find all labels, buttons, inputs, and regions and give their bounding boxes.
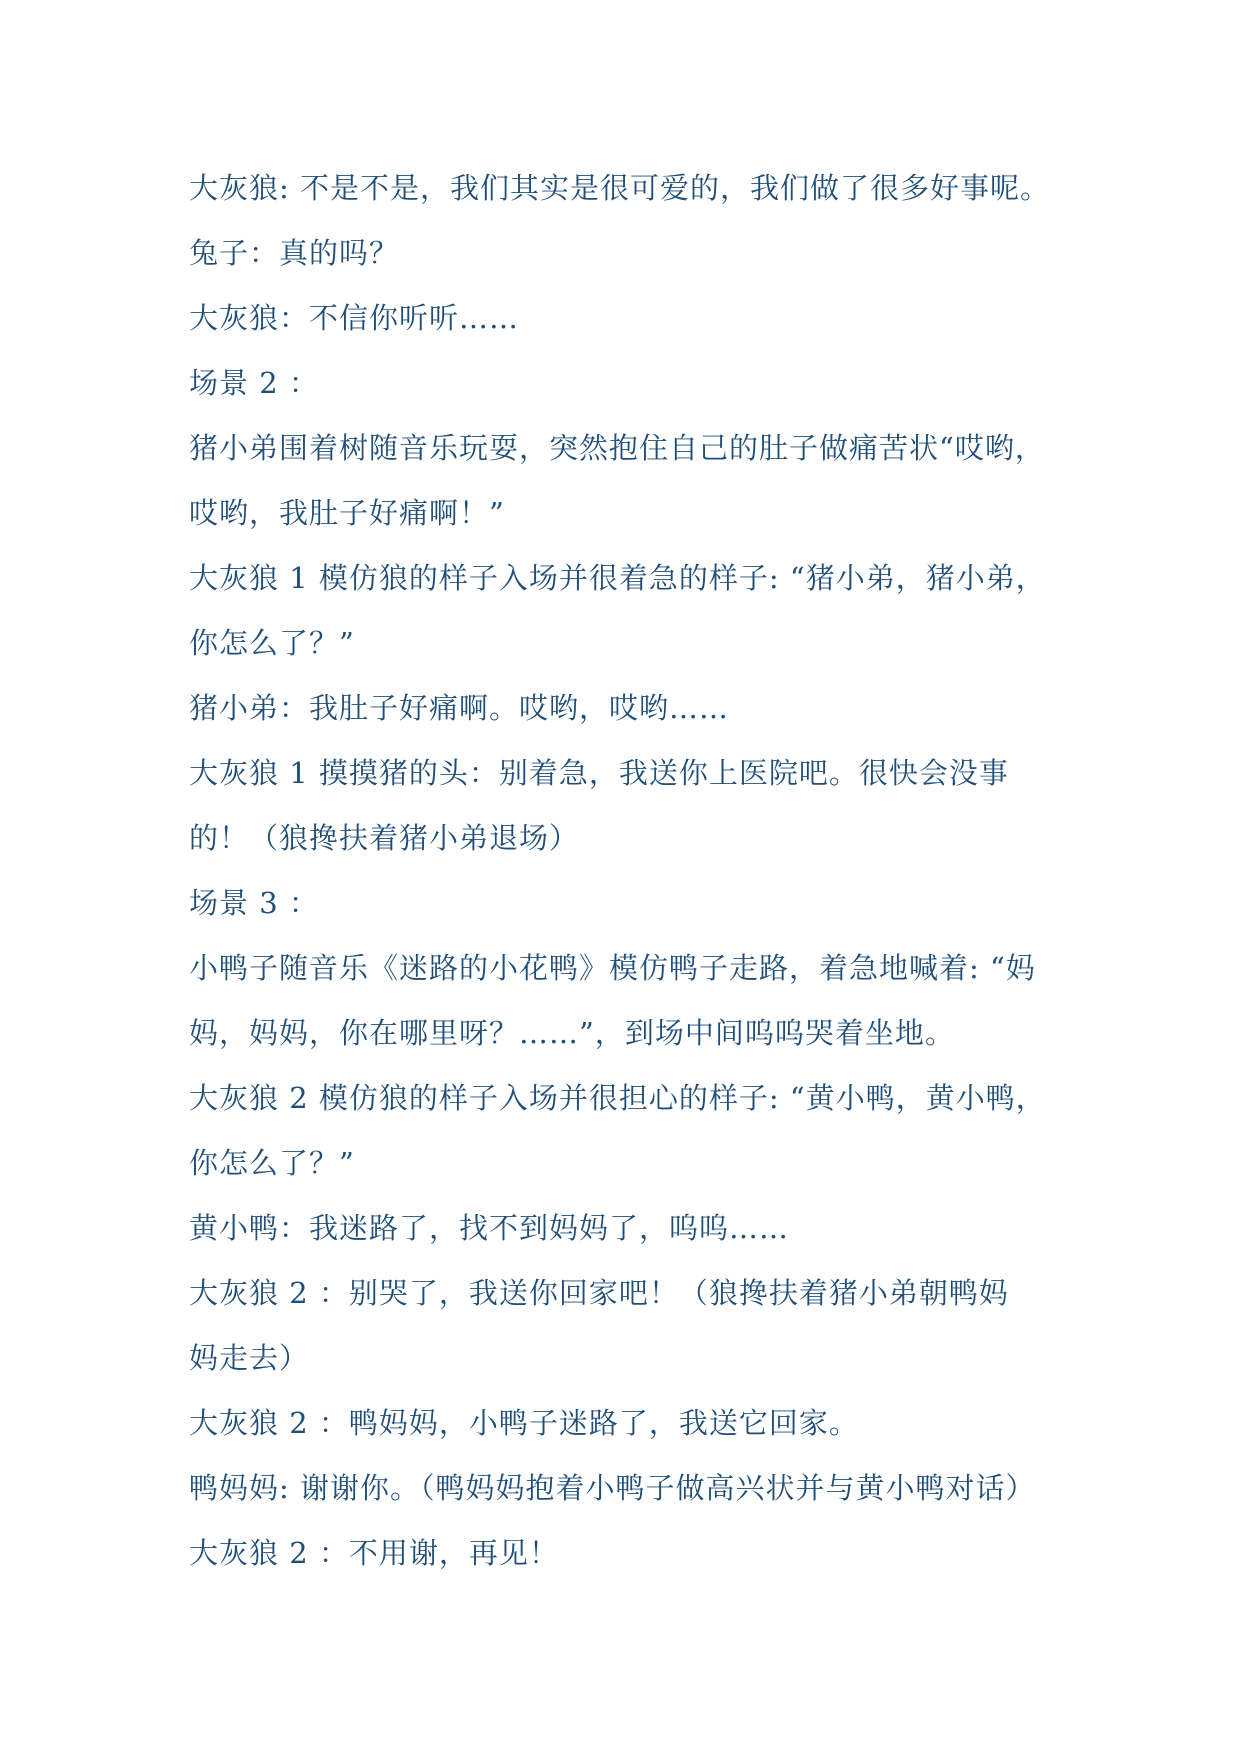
dialogue-line: 大灰狼：不信你听听……	[189, 301, 520, 335]
dialogue-line: 大灰狼 2 ：不用谢，再见！	[189, 1536, 559, 1570]
dialogue-line: 妈走去）	[189, 1341, 310, 1375]
dialogue-line: 兔子：真的吗？	[189, 236, 400, 270]
stage-direction-line: 哎哟，我肚子好痛啊！”	[189, 496, 505, 530]
dialogue-line: 鸭妈妈: 谢谢你。（鸭妈妈抱着小鸭子做高兴状并与黄小鸭对话）	[189, 1471, 1036, 1505]
dialogue-line: 大灰狼: 不是不是，我们其实是很可爱的，我们做了很多好事呢。	[189, 171, 1050, 205]
scene-heading: 场景 2 ：	[189, 366, 319, 400]
dialogue-line: 大灰狼 2 ：别哭了，我送你回家吧！（狼搀扶着猪小弟朝鸭妈	[189, 1276, 1009, 1310]
dialogue-line: 的！（狼搀扶着猪小弟退场）	[189, 821, 580, 855]
dialogue-line: 大灰狼 2 ：鸭妈妈，小鸭子迷路了，我送它回家。	[189, 1406, 859, 1440]
stage-direction-line: 妈，妈妈，你在哪里呀？……”，到场中间呜呜哭着坐地。	[189, 1016, 955, 1050]
dialogue-line: 大灰狼 1 模仿狼的样子入场并很着急的样子: “猪小弟，猪小弟，	[189, 561, 1046, 595]
dialogue-line: 你怎么了？”	[189, 1146, 355, 1180]
scene-heading: 场景 3 ：	[189, 886, 319, 920]
stage-direction-line: 小鸭子随音乐《迷路的小花鸭》模仿鸭子走路，着急地喊着: “妈	[189, 951, 1036, 985]
script-text-body	[189, 156, 1069, 1586]
dialogue-line: 猪小弟：我肚子好痛啊。哎哟，哎哟……	[189, 691, 730, 725]
dialogue-line: 黄小鸭：我迷路了，找不到妈妈了，呜呜……	[189, 1211, 790, 1245]
dialogue-line: 大灰狼 2 模仿狼的样子入场并很担心的样子: “黄小鸭，黄小鸭，	[189, 1081, 1046, 1115]
dialogue-line: 大灰狼 1 摸摸猪的头：别着急，我送你上医院吧。很快会没事	[189, 756, 1009, 790]
stage-direction-line: 猪小弟围着树随音乐玩耍，突然抱住自己的肚子做痛苦状“哎哟，	[189, 431, 1045, 465]
dialogue-line: 你怎么了？”	[189, 626, 355, 660]
